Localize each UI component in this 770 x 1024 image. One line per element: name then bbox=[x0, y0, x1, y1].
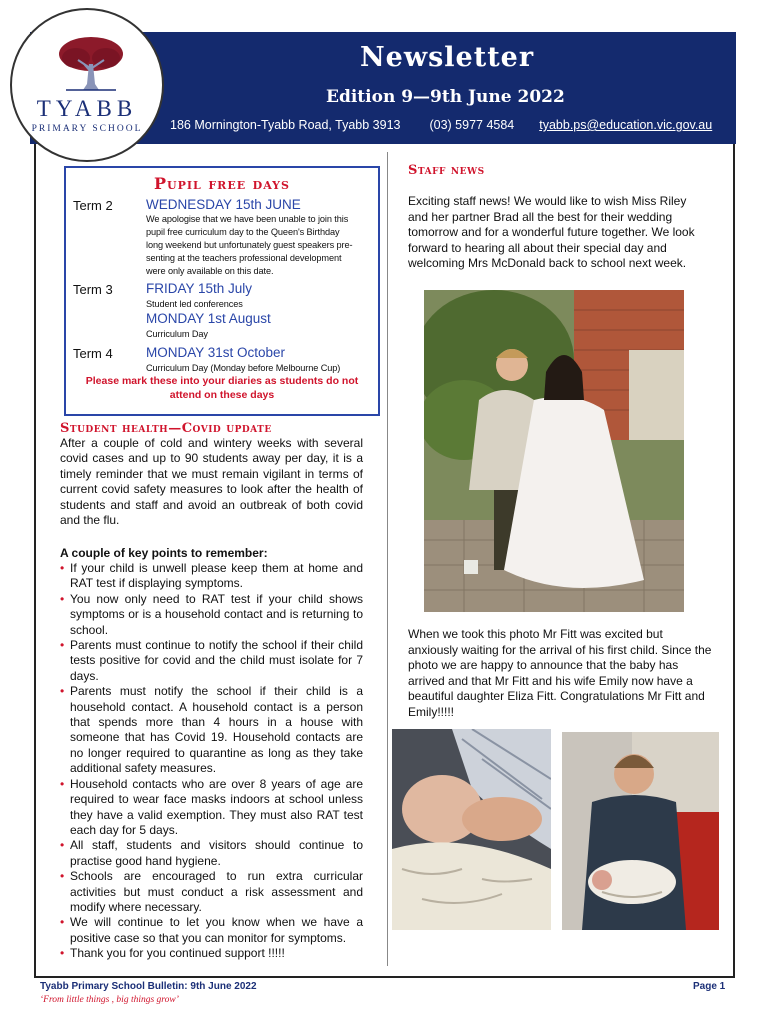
pupil-free-note: Curriculum Day (Monday before Melbourne Cup) bbox=[146, 363, 341, 373]
pupil-free-box bbox=[64, 166, 380, 416]
page-number: Page 1 bbox=[693, 981, 726, 992]
student-health-heading: Student health—Covid update bbox=[60, 421, 272, 436]
tree-icon bbox=[56, 34, 126, 94]
pupil-free-date: MONDAY 1st August bbox=[146, 311, 271, 326]
pupil-free-note: Student led conferences bbox=[146, 299, 243, 309]
father-baby-photo bbox=[562, 732, 719, 930]
pupil-free-date: MONDAY 31st October bbox=[146, 345, 286, 360]
pupil-free-date: WEDNESDAY 15th JUNE bbox=[146, 197, 301, 212]
school-name: TYABB bbox=[36, 96, 138, 121]
pupil-free-note: Curriculum Day bbox=[146, 329, 208, 339]
footer-motto: ‘From little things , big things grow’ bbox=[40, 995, 179, 1005]
newborn-photo bbox=[392, 729, 551, 930]
school-logo bbox=[10, 8, 164, 162]
school-subtitle: PRIMARY SCHOOL bbox=[31, 124, 143, 134]
newsletter-title: Newsletter bbox=[360, 42, 535, 73]
pupil-free-date: FRIDAY 15th July bbox=[146, 281, 253, 296]
edition-line: Edition 9—9th June 2022 bbox=[326, 87, 565, 107]
footer-bulletin: Tyabb Primary School Bulletin: 9th June 2022 bbox=[40, 981, 257, 992]
key-points-list bbox=[60, 561, 363, 962]
list-item: • Parents must continue to notify the school if their child tests positive for covid and the child must isolate for 7 days. bbox=[60, 638, 363, 684]
list-item: • Schools are encouraged to run extra curricular activities but must conduct a risk assessment and modify where necessary. bbox=[60, 869, 363, 915]
list-item: • We will continue to let you know when we have a positive case so that you can monitor for symptoms. bbox=[60, 915, 363, 946]
term-label: Term 4 bbox=[73, 346, 113, 361]
contact-line bbox=[170, 118, 712, 132]
address-text: 186 Mornington-Tyabb Road, Tyabb 3913 bbox=[170, 118, 401, 132]
list-item: • If your child is unwell please keep them at home and RAT test if displaying symptoms. bbox=[60, 561, 363, 592]
email-link[interactable]: tyabb.ps@education.vic.gov.au bbox=[539, 118, 713, 132]
list-item: • Parents must notify the school if their child is a household contact. A household contact is a person that spends more than 4 hours in a house with someone that has Covid 19. Household contacts are no longer required to quarantine as long as they take additional safety measures. bbox=[60, 684, 363, 776]
term-label: Term 3 bbox=[73, 282, 113, 297]
diary-warning: Please mark these into your diaries as students do not attend on these days bbox=[85, 375, 359, 401]
couple-photo bbox=[424, 290, 684, 612]
list-item: • Thank you for you continued support !!!!! bbox=[60, 946, 363, 961]
key-points-heading: A couple of key points to remember: bbox=[60, 546, 268, 560]
list-item: • You now only need to RAT test if your child shows symptoms or is a household contact and is returning to school. bbox=[60, 592, 363, 638]
student-health-intro: After a couple of cold and wintery weeks with several covid cases and up to 90 students away per day, it is a timely reminder that we must remain vigilant in terms of current covid safety measures to look after the health of students and staff and avoid an outbreak of both covid and the flu. bbox=[60, 436, 363, 528]
term-label: Term 2 bbox=[73, 198, 113, 213]
pupil-free-note: We apologise that we have been unable to join this pupil free curriculum day to the Queen's Birthday long weekend but unfortunately guest speakers pre- senting at the teachers professional development were only available on this date. bbox=[146, 214, 353, 276]
phone-text: (03) 5977 4584 bbox=[429, 118, 515, 132]
staff-news-text: Exciting staff news! We would like to wish Miss Riley and her partner Brad all the best for their wedding tomorrow and for a wonderful future together. We look forward to hearing all about their special day and welcoming Mrs McDonald back to school next week. bbox=[408, 194, 695, 271]
list-item: • All staff, students and visitors should continue to practise good hand hygiene. bbox=[60, 838, 363, 869]
pupil-free-title: Pupil free days bbox=[154, 174, 290, 193]
column-divider bbox=[387, 152, 388, 966]
baby-news-text: When we took this photo Mr Fitt was excited but anxiously waiting for the arrival of his first child. Since the photo we are happy to announce that the baby has arrived and that Mr Fitt and his wife Emily now have a beautiful daughter Eliza Fitt. Congratulations Mr Fitt and Emily!!!!! bbox=[408, 627, 712, 719]
staff-news-heading: Staff news bbox=[408, 163, 485, 178]
list-item: • Household contacts who are over 8 years of age are required to wear face masks indoors at school unless they have a valid exemption. They must also RAT test each day for 5 days. bbox=[60, 777, 363, 839]
